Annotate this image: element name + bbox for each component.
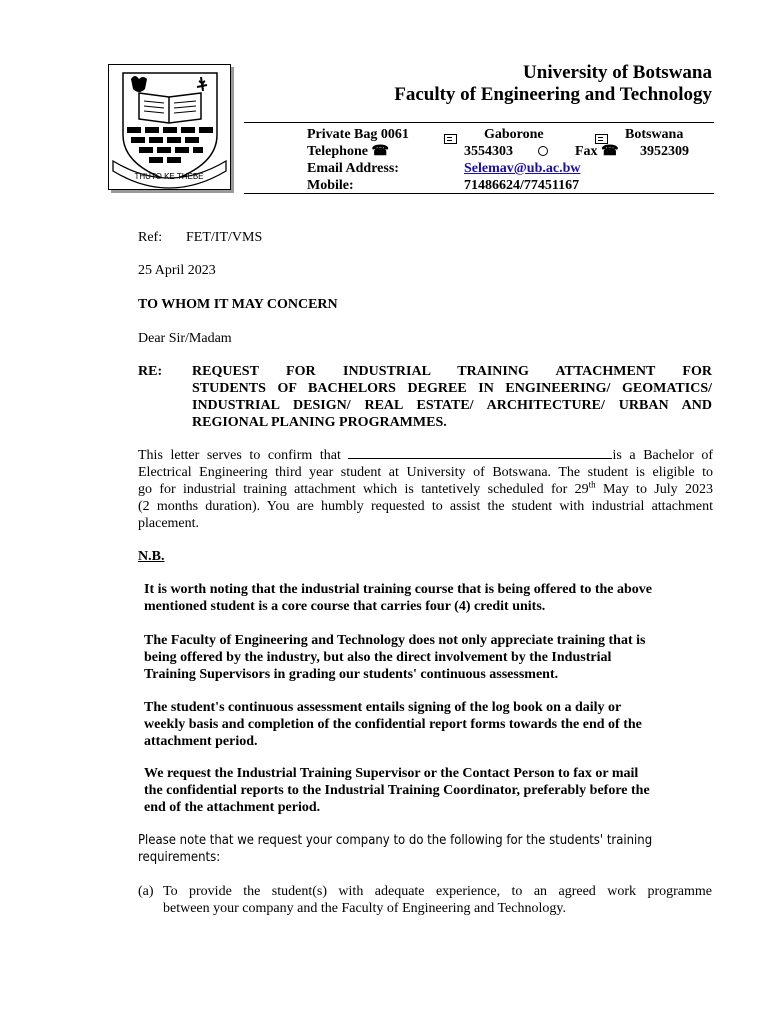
email-label: Email Address: xyxy=(307,161,399,176)
subject-line: REQUEST FOR INDUSTRIAL TRAINING ATTACHMENT FOR xyxy=(192,364,712,379)
university-name: University of Botswana xyxy=(523,62,712,83)
request-paragraph xyxy=(138,832,713,866)
re-label: RE: xyxy=(138,364,163,379)
fax-label-text: Fax xyxy=(575,144,598,159)
nb-line: weekly basis and completion of the confidential report forms towards the end of the xyxy=(144,717,642,732)
nb-paragraph-2 xyxy=(144,632,712,683)
intro-start: This letter serves to confirm that xyxy=(138,448,341,463)
fax-label xyxy=(575,143,619,160)
header-rule-top xyxy=(244,122,714,123)
circle-icon xyxy=(538,146,548,156)
telephone-label xyxy=(307,143,389,160)
ref-number: FET/IT/VMS xyxy=(186,230,263,245)
item-a xyxy=(163,883,712,917)
intro-line xyxy=(138,446,713,464)
intro-line3-a: go for industrial training attachment which is tantetively scheduled for 29 xyxy=(138,482,589,497)
intro-paragraph xyxy=(138,446,713,532)
salutation: Dear Sir/Madam xyxy=(138,331,232,346)
ref-label: Ref: xyxy=(138,230,163,245)
intro-line: (2 months duration). You are humbly requested to assist the student with industrial attachment xyxy=(138,499,713,514)
crest-icon xyxy=(109,65,230,189)
university-crest xyxy=(108,64,231,190)
subject-line: STUDENTS OF BACHELORS DEGREE IN ENGINEERING/ GEOMATICS/ xyxy=(192,381,712,396)
item-a-line: To provide the student(s) with adequate experience, to an agreed work programme xyxy=(163,884,712,899)
nb-paragraph-4 xyxy=(144,765,712,816)
intro-line: Electrical Engineering third year student at University of Botswana. The student is eligible to xyxy=(138,465,713,480)
telephone-number: 3554303 xyxy=(464,144,513,159)
nb-line: The Faculty of Engineering and Technology does not only appreciate training that is xyxy=(144,633,646,648)
nb-line: Training Supervisors in grading our students' continuous assessment. xyxy=(144,667,559,682)
nb-paragraph-1 xyxy=(144,581,712,615)
request-line: Please note that we request your company to do the following for the students' training xyxy=(138,833,653,848)
city: Gaborone xyxy=(484,127,544,142)
intro-line: placement. xyxy=(138,516,200,531)
email-link[interactable]: Selemav@ub.ac.bw xyxy=(464,161,581,176)
nb-line: the confidential reports to the Industrial Training Coordinator, preferably before the xyxy=(144,783,650,798)
nb-line: attachment period. xyxy=(144,734,258,749)
nb-line: It is worth noting that the industrial training course that is being offered to the above xyxy=(144,582,653,597)
nb-line: end of the attachment period. xyxy=(144,800,321,815)
nb-heading: N.B. xyxy=(138,549,165,564)
mobile-number: 71486624/77451167 xyxy=(464,178,580,193)
country: Botswana xyxy=(625,127,684,142)
nb-line: being offered by the industry, but also the direct involvement by the Industrial xyxy=(144,650,612,665)
nb-line: The student's continuous assessment entails signing of the log book on a daily or xyxy=(144,700,622,715)
fax-number: 3952309 xyxy=(640,144,689,159)
intro-line xyxy=(138,481,713,498)
header-rule-bottom xyxy=(244,193,714,194)
subject-line: REGIONAL PLANING PROGRAMMES. xyxy=(192,415,447,430)
telephone-icon: ☎ xyxy=(371,144,389,159)
letter-date: 25 April 2023 xyxy=(138,263,216,278)
ordinal-suffix: th xyxy=(588,479,596,490)
item-a-line: between your company and the Faculty of Engineering and Technology. xyxy=(163,901,566,916)
addressee: TO WHOM IT MAY CONCERN xyxy=(138,297,338,312)
nb-line: We request the Industrial Training Supervisor or the Contact Person to fax or mail xyxy=(144,766,639,781)
intro-after-blank: is a Bachelor of xyxy=(612,448,714,463)
nb-paragraph-3 xyxy=(144,699,712,750)
subject-block xyxy=(192,363,712,431)
faculty-name: Faculty of Engineering and Technology xyxy=(394,84,712,105)
envelope-icon xyxy=(444,134,457,144)
intro-line3-b: May to July 2023 xyxy=(595,482,713,497)
request-line: requirements: xyxy=(138,850,221,865)
telephone-label-text: Telephone xyxy=(307,144,368,159)
student-name-blank xyxy=(348,446,612,459)
address-label: Private Bag 0061 xyxy=(307,127,409,142)
subject-line: INDUSTRIAL DESIGN/ REAL ESTATE/ ARCHITECTURE/ URBAN AND xyxy=(192,398,712,413)
fax-icon: ☎ xyxy=(601,144,619,159)
mobile-label: Mobile: xyxy=(307,178,354,193)
item-a-label: (a) xyxy=(138,884,154,899)
crest-motto: THUTO KE THEBE xyxy=(134,172,204,181)
nb-line: mentioned student is a core course that carries four (4) credit units. xyxy=(144,599,546,614)
